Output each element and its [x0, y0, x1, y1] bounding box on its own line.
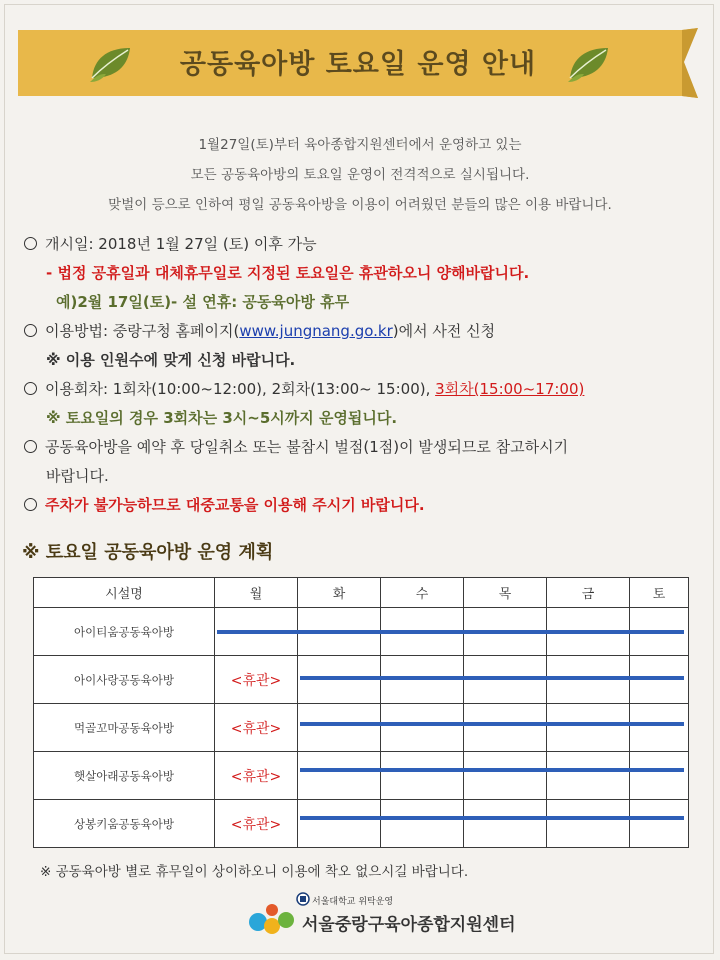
schedule-table	[33, 577, 689, 848]
footer-logo	[246, 892, 546, 942]
center-logo-icon	[246, 896, 298, 940]
bullet-circle	[24, 498, 37, 511]
day-cell	[298, 608, 381, 656]
mon-cell: <휴관>	[215, 704, 298, 752]
day-cell	[298, 752, 381, 800]
footer-subtitle: 서울대학교 위탁운영	[312, 897, 394, 907]
usage-rounds-item	[24, 378, 584, 399]
header-facility: 시설명	[34, 578, 215, 608]
day-cell	[547, 656, 630, 704]
bullet-circle	[24, 237, 37, 250]
header-wed: 수	[381, 578, 464, 608]
header-sat: 토	[630, 578, 689, 608]
table-header-row	[34, 578, 689, 608]
day-cell	[630, 752, 689, 800]
day-cell	[298, 800, 381, 848]
parking-item	[24, 494, 425, 515]
start-date-text: 개시일: 2018년 1월 27일 (토) 이후 가능	[45, 235, 317, 253]
method-note: ※ 이용 인원수에 맞게 신청 바랍니다.	[46, 351, 296, 369]
day-cell	[630, 704, 689, 752]
university-emblem-icon	[296, 892, 310, 906]
day-cell	[630, 800, 689, 848]
day-cell	[298, 656, 381, 704]
facility-name: 상봉키움공동육아방	[34, 800, 215, 848]
day-cell	[381, 656, 464, 704]
method-prefix: 이용방법: 중랑구청 홈페이지(	[45, 322, 240, 340]
table-row	[34, 608, 689, 656]
website-link[interactable]: www.jungnang.go.kr	[239, 322, 393, 340]
page-title: 공동육아방 토요일 운영 안내	[179, 49, 537, 80]
penalty-line1: 공동육아방을 예약 후 당일취소 또는 불참시 벌점(1점)이 발생되므로 참고하시기	[45, 438, 569, 456]
mon-cell: <휴관>	[215, 656, 298, 704]
day-cell	[630, 656, 689, 704]
intro-line: 1월27일(토)부터 육아종합지원센터에서 운영하고 있는	[198, 137, 522, 153]
penalty-line2: 바랍니다.	[46, 467, 109, 485]
title-banner	[18, 28, 698, 100]
rounds-prefix: 이용회차: 1회차(10:00~12:00), 2회차(13:00~ 15:00),	[45, 380, 436, 398]
mon-cell: <휴관>	[215, 800, 298, 848]
day-cell	[464, 608, 547, 656]
day-cell	[464, 800, 547, 848]
day-cell	[381, 704, 464, 752]
penalty-item	[24, 436, 568, 457]
table-row	[34, 800, 689, 848]
day-cell	[381, 608, 464, 656]
table-row	[34, 656, 689, 704]
footer-center-name: 서울중랑구육아종합지원센터	[302, 915, 516, 935]
mon-cell: <휴관>	[215, 752, 298, 800]
table-row	[34, 704, 689, 752]
table-row	[34, 752, 689, 800]
day-cell	[298, 704, 381, 752]
header-tue: 화	[298, 578, 381, 608]
day-cell	[630, 608, 689, 656]
plan-heading: ※ 토요일 공동육아방 운영 계획	[22, 542, 274, 563]
bullet-circle	[24, 324, 37, 337]
day-cell	[381, 752, 464, 800]
rounds-highlight: 3회차(15:00~17:00)	[435, 380, 585, 398]
facility-name: 아이사랑공동육아방	[34, 656, 215, 704]
day-cell	[381, 800, 464, 848]
rounds-note: ※ 토요일의 경우 3회차는 3시~5시까지 운영됩니다.	[46, 409, 398, 427]
bullet-circle	[24, 440, 37, 453]
usage-method-item	[24, 320, 495, 341]
facility-name: 아이티움공동육아방	[34, 608, 215, 656]
footnote: ※ 공동육아방 별로 휴무일이 상이하오니 이용에 착오 없으시길 바랍니다.	[40, 864, 469, 880]
facility-name: 햇살아래공동육아방	[34, 752, 215, 800]
intro-line: 맞벌이 등으로 인하여 평일 공동육아방을 이용이 어려웠던 분들의 많은 이용 바랍니다.	[108, 197, 612, 213]
day-cell	[547, 608, 630, 656]
header-mon: 월	[215, 578, 298, 608]
intro-line: 모든 공동육아방의 토요일 운영이 전격적으로 실시됩니다.	[190, 167, 530, 183]
mon-cell	[215, 608, 298, 656]
holiday-note: - 법정 공휴일과 대체휴무일로 지정된 토요일은 휴관하오니 양해바랍니다.	[46, 264, 530, 282]
holiday-example: 예)2월 17일(토)- 설 연휴: 공동육아방 휴무	[56, 293, 350, 311]
day-cell	[547, 704, 630, 752]
day-cell	[464, 752, 547, 800]
day-cell	[464, 656, 547, 704]
header-fri: 금	[547, 578, 630, 608]
day-cell	[464, 704, 547, 752]
facility-name: 먹골꼬마공동육아방	[34, 704, 215, 752]
day-cell	[547, 800, 630, 848]
method-suffix: )에서 사전 신청	[392, 322, 496, 340]
intro-text	[40, 130, 680, 220]
start-date-item	[24, 233, 317, 254]
bullet-circle	[24, 382, 37, 395]
header-thu: 목	[464, 578, 547, 608]
day-cell	[547, 752, 630, 800]
parking-text: 주차가 불가능하므로 대중교통을 이용해 주시기 바랍니다.	[45, 496, 425, 514]
